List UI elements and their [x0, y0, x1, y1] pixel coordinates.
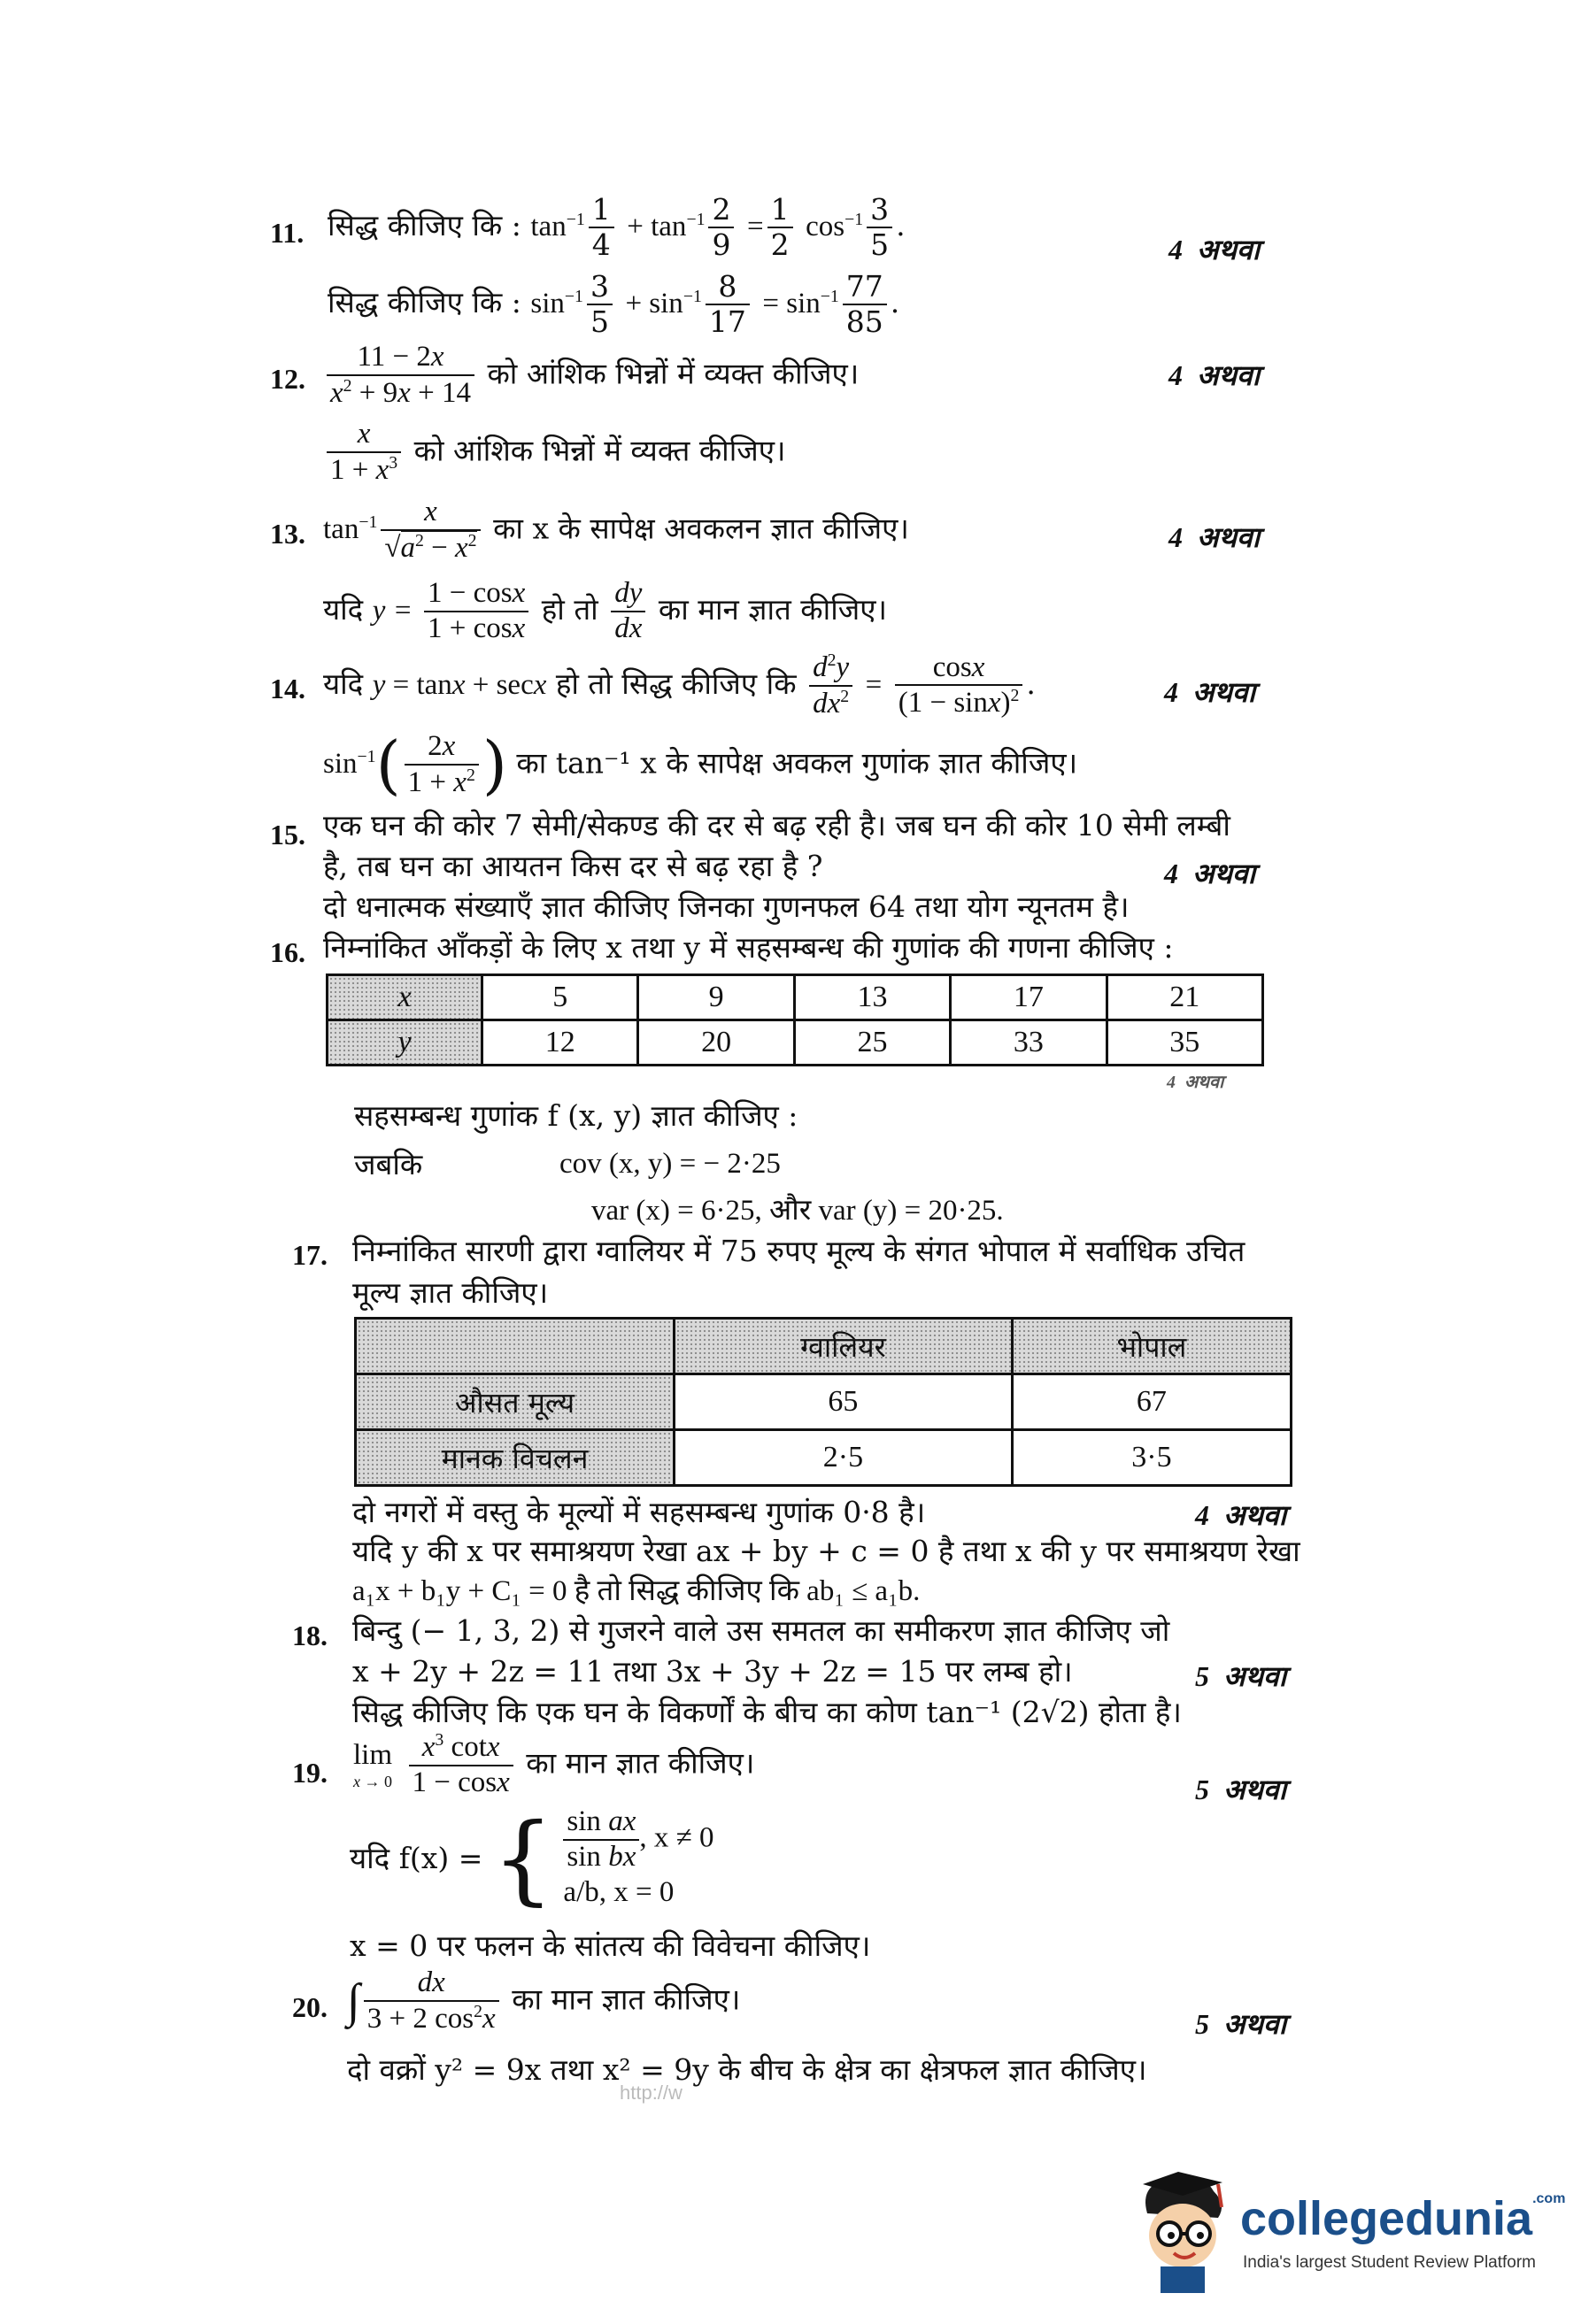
question-19-alternative-text: x = 0 पर फलन के सांतत्य की विवेचना कीजिए। — [350, 1928, 871, 1963]
question-11-alternative: सिद्ध कीजिए कि : $\sin^{-1}$ $\frac{3}{5}$ + $\sin^{-1}$ $\frac{8}{17}$ = $\sin^{-1}$ $\frac{77}{85}$ . — [328, 269, 900, 339]
question-18-line1: बिन्दु (− 1, 3, 2) से गुजरने वाले उस समतल का समीकरण ज्ञात कीजिए जो — [352, 1613, 1170, 1648]
question-17-line3: दो नगरों में वस्तु के मूल्यों में सहसम्बन्ध गुणांक 0·8 है। — [352, 1495, 926, 1529]
marks-or: 4 अथवा — [1168, 234, 1260, 265]
question-20: ∫ $\frac{dx}{3 + 2 \cos^2x}$ का मान ज्ञात कीजिए। — [347, 1966, 741, 2035]
question-12: $\frac{11 - 2x}{x^2 + 9x + 14}$ को आंशिक भिन्नों में व्यक्त कीजिए। — [323, 341, 859, 411]
question-number: 16. — [270, 936, 305, 968]
table-cell: 25 — [794, 1020, 950, 1066]
table-cell-label: औसत मूल्य — [356, 1374, 675, 1430]
question-20-alternative: दो वक्रों y² = 9x तथा x² = 9y के बीच के क्षेत्र का क्षेत्रफल ज्ञात कीजिए। — [347, 2052, 1147, 2087]
question-text: सिद्ध कीजिए कि : — [328, 207, 521, 242]
marks-or: 5 अथवा — [1195, 1774, 1286, 1805]
table-cell: 20 — [638, 1020, 794, 1066]
question-19: lim x → 0 $\frac{x^3 \cot x}{1 - \cos x}$ का मान ज्ञात कीजिए। — [353, 1730, 755, 1798]
question-number: 18. — [292, 1620, 328, 1651]
question-text: का मान ज्ञात कीजिए। — [658, 591, 887, 627]
marks-or: 4 अथवा — [1195, 1499, 1286, 1531]
question-14-alternative: $\sin^{-1}$( $\frac{2x}{1 + x^2}$ ) का tan⁻¹ x के सापेक्ष अवकल गुणांक ज्ञात कीजिए। — [323, 727, 1078, 803]
logo-text: collegedunia — [1240, 2192, 1533, 2245]
collegedunia-logo — [1130, 2165, 1566, 2297]
table-cell: 13 — [794, 975, 950, 1020]
table-cell: 5 — [482, 975, 638, 1020]
question-number: 20. — [292, 1991, 328, 2023]
table-cell: 21 — [1107, 975, 1262, 1020]
marks-or: 4 अथवा — [1168, 359, 1260, 391]
question-text: का मान ज्ञात कीजिए। — [526, 1745, 755, 1781]
question-15-line2: है, तब घन का आयतन किस दर से बढ़ रहा है ? — [323, 849, 823, 883]
table-cell: 9 — [638, 975, 794, 1020]
table-header: ग्वालियर — [675, 1319, 1013, 1374]
question-text: को आंशिक भिन्नों में व्यक्त कीजिए। — [487, 356, 860, 391]
question-number: 12. — [270, 363, 305, 395]
question-12-alternative: $\frac{x}{1 + x^3}$ को आंशिक भिन्नों में व्यक्त कीजिए। — [323, 418, 786, 488]
table-cell: 67 — [1012, 1374, 1291, 1430]
table-cell: 3·5 — [1012, 1430, 1291, 1486]
question-17-alternative-line1: यदि y की x पर समाश्रयण रेखा ax + by + c = 0 है तथा x की y पर समाश्रयण रेखा — [352, 1534, 1300, 1568]
data-table-xy — [326, 973, 1264, 1066]
question-17-line2: मूल्य ज्ञात कीजिए। — [352, 1275, 549, 1310]
question-11: सिद्ध कीजिए कि : $\tan^{-1}$ $\frac{1}{4}$ + $\tan^{-1}$ $\frac{2}{9}$ = $\frac{1}{2}$ $\cos^{-1}$ $\frac{3}{5}$ . — [328, 192, 906, 262]
table-header — [356, 1319, 675, 1374]
table-cell: 2·5 — [675, 1430, 1013, 1486]
question-text: को आंशिक भिन्नों में व्यक्त कीजिए। — [413, 433, 786, 468]
question-number: 13. — [270, 518, 305, 550]
table-cell-label: y — [328, 1020, 482, 1066]
question-13-alternative: यदि y = $\frac{1 - \cos x}{1 + \cos x}$ हो तो $\frac{dy}{dx}$ का मान ज्ञात कीजिए। — [323, 577, 887, 644]
table-cell: 33 — [951, 1020, 1107, 1066]
table-cell: 65 — [675, 1374, 1013, 1430]
question-18-alternative: सिद्ध कीजिए कि एक घन के विकर्णों के बीच का कोण tan⁻¹ (2√2) होता है। — [352, 1695, 1182, 1729]
table-cell-label: मानक विचलन — [356, 1430, 675, 1486]
question-15-alternative: दो धनात्मक संख्याएँ ज्ञात कीजिए जिनका गुणनफल 64 तथा योग न्यूनतम है। — [323, 889, 1130, 924]
question-text: का tan⁻¹ x के सापेक्ष अवकल गुणांक ज्ञात कीजिए। — [516, 745, 1078, 781]
question-16-var: var (x) = 6·25, और var (y) = 20·25. — [591, 1195, 1004, 1227]
table-header-row — [356, 1319, 1292, 1374]
question-16-cov: cov (x, y) = − 2·25 — [559, 1148, 781, 1180]
question-16-alternative-line1: सहसम्बन्ध गुणांक f (x, y) ज्ञात कीजिए : — [354, 1098, 798, 1133]
data-table-cities — [354, 1317, 1292, 1487]
watermark: http://w — [620, 2082, 683, 2104]
question-13: $\tan^{-1}$ $\frac{x}{√a^2 - x^2}$ का x के सापेक्ष अवकलन ज्ञात कीजिए। — [323, 496, 909, 564]
table-header: भोपाल — [1012, 1319, 1291, 1374]
marks-or: 5 अथवा — [1195, 2008, 1286, 2040]
table-cell: 12 — [482, 1020, 638, 1066]
question-17-line1: निम्नांकित सारणी द्वारा ग्वालियर में 75 रुपए मूल्य के संगत भोपाल में सर्वाधिक उचित — [352, 1234, 1246, 1268]
table-cell: 35 — [1107, 1020, 1262, 1066]
question-18-line2: x + 2y + 2z = 11 तथा 3x + 3y + 2z = 15 पर लम्ब हो। — [352, 1654, 1073, 1689]
question-15-line1: एक घन की कोर 7 सेमी/सेकण्ड की दर से बढ़ रही है। जब घन की कोर 10 सेमी लम्बी — [323, 808, 1230, 843]
marks-or: 4 अथवा — [1164, 858, 1255, 889]
question-number: 15. — [270, 819, 305, 850]
table-row — [328, 1020, 1263, 1066]
table-cell: 17 — [951, 975, 1107, 1020]
logo-tagline: India's largest Student Review Platform — [1243, 2253, 1537, 2272]
mascot-icon — [1130, 2165, 1236, 2293]
question-number: 11. — [270, 217, 305, 249]
marks-or: 4 अथवा — [1164, 676, 1255, 708]
question-16-jabki: जबकि — [354, 1147, 423, 1181]
question-19-alternative: यदि f(x) = { $\frac{\text{sin ax}}{\text{sin bx}}$ , x ≠ 0 a/b, x = 0 — [350, 1801, 714, 1915]
question-14: यदि y = tanx + secx हो तो सिद्ध कीजिए कि $\frac{d^2y}{dx^2}$ = $\frac{\cos x}{(1 - \sin x)^2}$ . — [323, 650, 1036, 720]
marks-or: 4 अथवा — [1167, 1073, 1224, 1092]
logo-dotcom: .com — [1532, 2191, 1566, 2206]
question-text: का x के सापेक्ष अवकलन ज्ञात कीजिए। — [493, 511, 909, 546]
question-number: 19. — [292, 1757, 328, 1789]
question-16: निम्नांकित आँकड़ों के लिए x तथा y में सहसम्बन्ध की गुणांक की गणना कीजिए : — [323, 930, 1174, 965]
question-17-alternative-line2: a₁x + b₁y + C₁ = 0 है तो सिद्ध कीजिए कि ab₁ ≤ a₁b. — [352, 1575, 921, 1607]
question-number: 14. — [270, 673, 305, 704]
marks-or: 4 अथवा — [1168, 521, 1260, 553]
marks-or: 5 अथवा — [1195, 1660, 1286, 1692]
question-text: सिद्ध कीजिए कि : — [328, 284, 521, 319]
table-row — [328, 975, 1263, 1020]
table-cell-label: x — [328, 975, 482, 1020]
table-row — [356, 1374, 1292, 1430]
question-text: का मान ज्ञात कीजिए। — [512, 1982, 741, 2017]
table-row — [356, 1430, 1292, 1486]
question-number: 17. — [292, 1239, 328, 1271]
